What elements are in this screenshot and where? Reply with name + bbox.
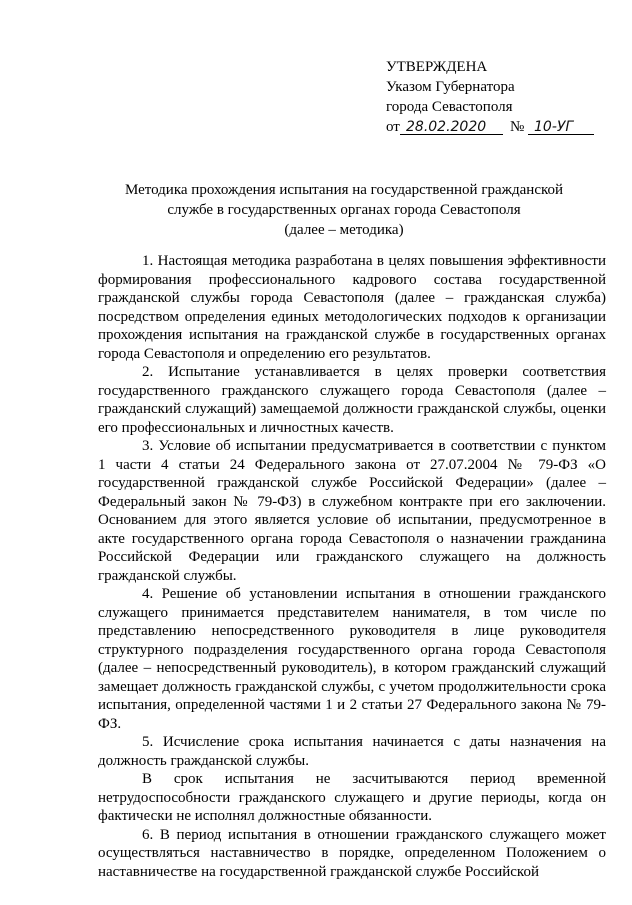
- title-line-1: Методика прохождения испытания на государственной гражданской: [124, 182, 564, 198]
- paragraph-3: 3. Условие об испытании предусматривается в соответствии с пунктом 1 части 4 статьи 24 Федерального закона от 27.07.2004 № 79-ФЗ «О государственной гражданской службе Российской Федерации» (далее – Федеральный закон № 79-ФЗ) в служебном контракте при его заключении. Основанием для этого является условие об испытании, предусмотренное в акте государственного органа города Севастополя о назначении гражданина Российской Федерации или гражданского служащего на должность гражданской службы.: [98, 438, 606, 584]
- document-body: [98, 252, 606, 881]
- date-prefix: от: [386, 119, 400, 135]
- paragraph-5: 5. Исчисление срока испытания начинается с даты назначения на должность гражданской службы.: [98, 734, 606, 769]
- paragraph-1: 1. Настоящая методика разработана в целях повышения эффективности формирования профессионального кадрового состава государственной гражданской службы города Севастополя (далее – гражданская служба) посредством определения единых методологических подходов к организации прохождения испытания на гражданской службе в государственных органах города Севастополя и определению его результатов.: [98, 253, 606, 362]
- number-prefix: №: [510, 119, 525, 135]
- approval-authority: Указом Губернатора: [386, 79, 515, 95]
- title-line-3: (далее – методика): [284, 222, 404, 238]
- date-handwritten: 28.02.2020: [406, 119, 487, 135]
- approval-block: [386, 57, 616, 137]
- paragraph-2: 2. Испытание устанавливается в целях проверки соответствия государственного гражданского служащего города Севастополя (далее – гражданский служащий) замещаемой должности гражданской службы, оценки его профессиональных и личностных качеств.: [98, 364, 606, 436]
- approval-city: города Севастополя: [386, 99, 513, 115]
- title-line-2: службе в государственных органах города Севастополя: [167, 202, 521, 218]
- paragraph-6: 6. В период испытания в отношении гражданского служащего может осуществляться наставничество в порядке, определенном Положением о наставничестве на государственной гражданской службе Российской: [98, 826, 606, 880]
- document-title: [84, 180, 604, 240]
- paragraph-5-continued: В срок испытания не засчитываются период временной нетрудоспособности гражданского служащего и другие периоды, когда он фактически не исполнял должностные обязанности.: [98, 771, 606, 824]
- paragraph-4: 4. Решение об установлении испытания в отношении гражданского служащего принимается представителем нанимателя, в том числе по представлению непосредственного руководителя в лице руководителя структурного подразделения государственного органа города Севастополя (далее – непосредственный руководитель), в котором гражданский служащий замещает должность гражданской службы, с учетом продолжительности срока испытания, определенной частями 1 и 2 статьи 27 Федерального закона № 79-ФЗ.: [98, 586, 606, 732]
- number-handwritten: 10-УГ: [534, 119, 574, 135]
- approval-status: УТВЕРЖДЕНА: [386, 59, 488, 75]
- approval-date-line: [386, 117, 616, 137]
